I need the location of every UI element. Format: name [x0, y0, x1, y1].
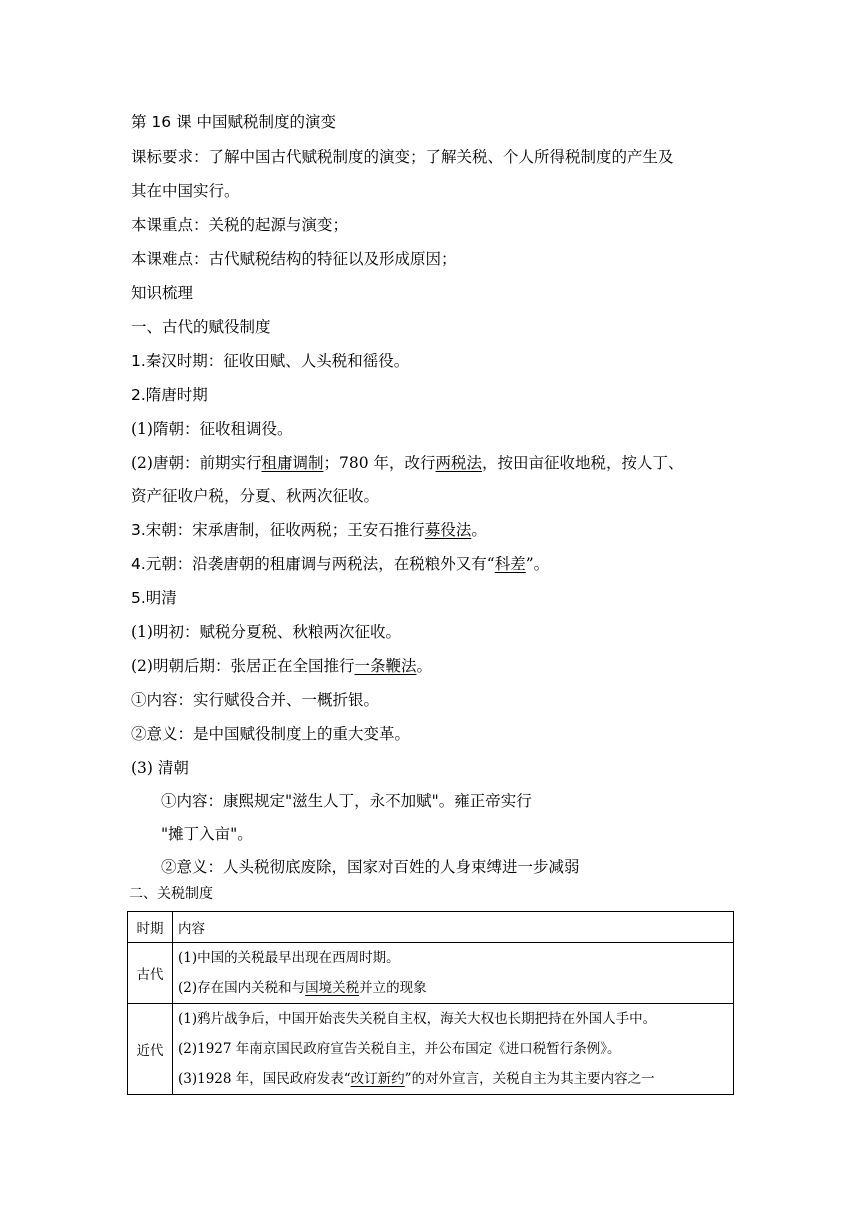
ming-late-text-a: (2)明朝后期：张居正在全国推行	[131, 657, 355, 675]
qing-content-line-1: ①内容：康熙规定"滋生人丁，永不加赋"。雍正帝实行	[161, 792, 532, 810]
knowledge-heading: 知识梳理	[131, 284, 194, 302]
tang-text-e: ，按田亩征收地税，按人丁、	[482, 454, 684, 472]
section1-heading: 一、古代的赋役制度	[131, 318, 271, 336]
yitiaobianfa-term: 一条鞭法	[354, 657, 417, 675]
ancient-line-2-a: (2)存在国内关税和与	[178, 980, 306, 996]
sui-line: (1)隋朝：征收租调役。	[131, 420, 293, 438]
ming-content-line: ①内容：实行赋役合并、一概折银。	[131, 691, 380, 709]
suitang-label: 2.隋唐时期	[131, 386, 208, 404]
modern-line-3-c: ”的对外宣言，关税自主为其主要内容之一	[404, 1071, 655, 1087]
song-text-c: 。	[471, 521, 487, 539]
gaidingxinyue-term: 改订新约	[350, 1071, 405, 1087]
yuan-line	[131, 554, 549, 574]
lesson-title: 第 16 课 中国赋税制度的演变	[131, 113, 337, 131]
lesson-focus: 本课重点：关税的起源与演变；	[131, 216, 349, 234]
section2-heading: 二、关税制度	[129, 886, 213, 902]
yuan-text-a: ：沿袭唐朝的租庸调与两税法，在税粮外又有“	[176, 555, 495, 573]
mingqing-label: 5.明清	[131, 589, 177, 607]
qing-content-line-2: "摊丁入亩"。	[161, 825, 253, 843]
ancient-line-1: (1)中国的关税最早出现在西周时期。	[178, 950, 400, 966]
song-label: 3.宋朝	[131, 521, 177, 539]
kechai-term: 科差	[494, 555, 526, 573]
yuan-text-c: ”。	[525, 555, 550, 573]
table-row	[128, 1004, 734, 1095]
period-ancient: 古代	[128, 943, 173, 1004]
qinhan-line	[131, 351, 409, 371]
ming-significance-line: ②意义：是中国赋役制度上的重大变革。	[131, 725, 411, 743]
muyifa-term: 募役法	[424, 521, 472, 539]
modern-line-2: (2)1927 年南京国民政府宣告关税自主，并公布国定《进口税暂行条例》。	[178, 1041, 621, 1057]
zuyongdiao-term: 租庸调制	[261, 454, 324, 472]
tang-text-c: ；780 年，改行	[323, 454, 436, 472]
yuan-label: 4.元朝	[131, 555, 177, 573]
tariff-table	[127, 911, 734, 1095]
tang-line	[131, 453, 684, 473]
song-text-a: ：宋承唐制，征收两税；王安石推行	[176, 521, 425, 539]
guojingguanshui-term: 国境关税	[305, 980, 360, 996]
ancient-line-2	[178, 973, 728, 1003]
period-modern: 近代	[128, 1004, 173, 1095]
content-ancient	[173, 943, 734, 1004]
ming-late-text-c: 。	[416, 657, 432, 675]
ancient-line-2-c: 并立的现象	[359, 980, 427, 996]
ming-early-line: (1)明初：赋税分夏税、秋粮两次征收。	[131, 623, 401, 641]
modern-line-3-a: (3)1928 年，国民政府发表“	[178, 1071, 351, 1087]
header-period: 时期	[128, 912, 173, 943]
liangshuifa-term: 两税法	[435, 454, 483, 472]
content-modern	[173, 1004, 734, 1095]
song-line	[131, 520, 487, 540]
table-row	[128, 943, 734, 1004]
qinhan-label: 1.秦汉时期	[131, 352, 208, 370]
requirement-line-2: 其在中国实行。	[131, 182, 240, 200]
qinhan-text: ：征收田赋、人头税和徭役。	[207, 352, 410, 370]
ming-late-line	[131, 656, 432, 676]
tang-line-2: 资产征收户税，分夏、秋两次征收。	[131, 487, 380, 505]
qing-significance-line: ②意义：人头税彻底废除，国家对百姓的人身束缚进一步减弱	[161, 858, 580, 876]
modern-line-1: (1)鸦片战争后，中国开始丧失关税自主权，海关大权也长期把持在外国人手中。	[178, 1011, 657, 1027]
header-content: 内容	[173, 912, 734, 943]
lesson-difficulty: 本课难点：古代赋税结构的特征以及形成原因；	[131, 250, 457, 268]
table-header-row	[128, 912, 734, 943]
tang-text-a: (2)唐朝：前期实行	[131, 454, 262, 472]
qing-label: (3) 清朝	[131, 759, 189, 777]
modern-line-3	[178, 1064, 728, 1094]
requirement-line-1: 课标要求：了解中国古代赋税制度的演变；了解关税、个人所得税制度的产生及	[131, 148, 674, 166]
